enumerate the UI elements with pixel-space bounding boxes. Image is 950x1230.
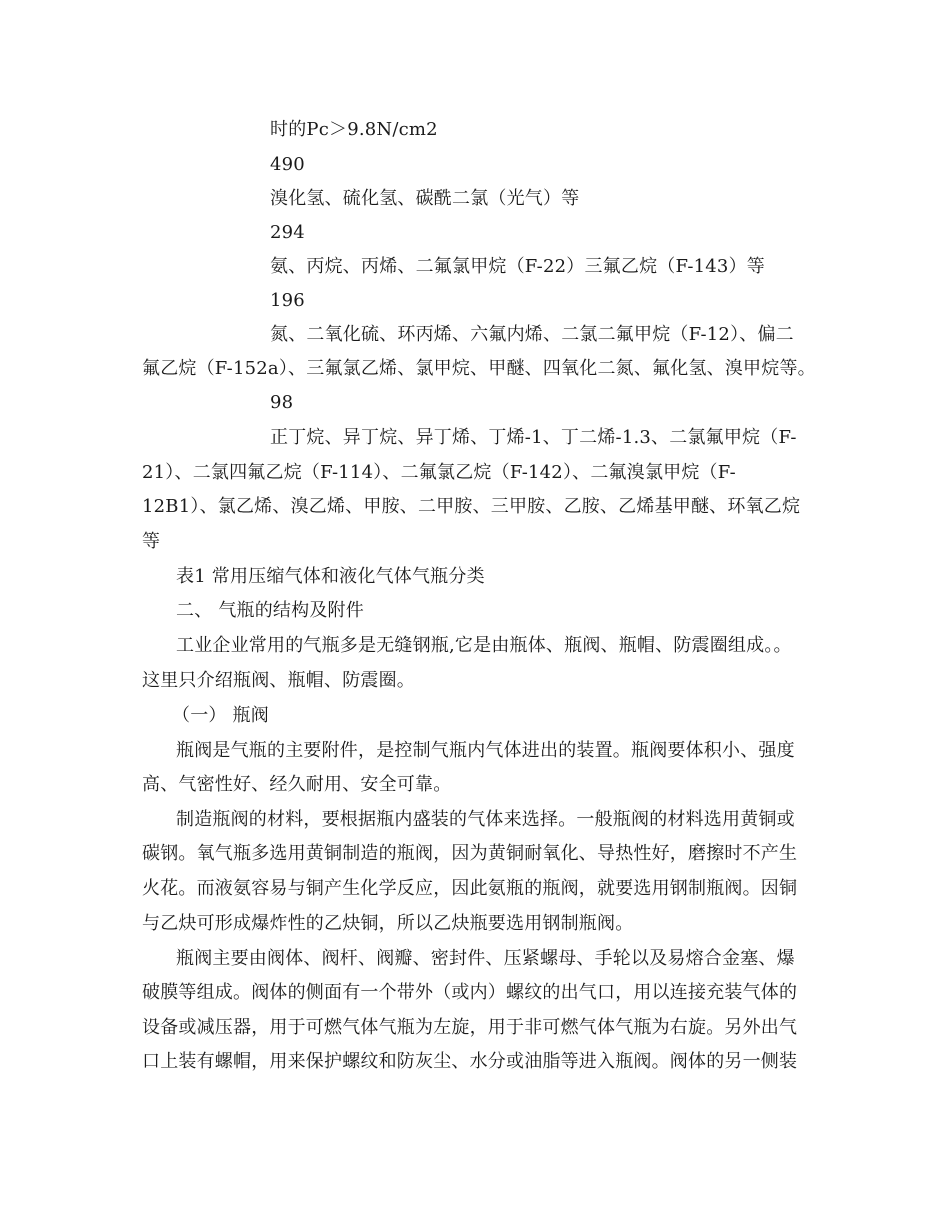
table-cell-gases: 氨、丙烷、丙烯、二氟氯甲烷（F-22）三氟乙烷（F-143）等 <box>270 256 765 277</box>
paragraph-line: 高、气密性好、经久耐用、安全可靠。 <box>142 774 452 795</box>
paragraph-line: 制造瓶阀的材料，要根据瓶内盛装的气体来选择。一般瓶阀的材料选用黄铜或 <box>176 809 795 830</box>
paragraph-line: 设备或减压器，用于可燃气体气瓶为左旋，用于非可燃气体气瓶为右旋。另外出气 <box>142 1017 798 1038</box>
table-cell-gases: 正丁烷、异丁烷、异丁烯、丁烯-1、丁二烯-1.3、二氯氟甲烷（F- <box>270 427 797 448</box>
table-cell-gases-cont: 等 <box>142 531 161 552</box>
paragraph-line: 口上装有螺帽，用来保护螺纹和防灰尘、水分或油脂等进入瓶阀。阀体的另一侧装 <box>142 1051 798 1072</box>
table-cell-gases: 氮、二氧化硫、环丙烯、六氟内烯、二氯二氟甲烷（F-12）、偏二 <box>270 324 794 345</box>
paragraph-line: 这里只介绍瓶阀、瓶帽、防震圈。 <box>142 670 415 691</box>
subheading: （一） 瓶阀 <box>172 705 269 726</box>
paragraph-line: 瓶阀主要由阀体、阀杆、阀瓣、密封件、压紧螺母、手轮以及易熔合金塞、爆 <box>176 948 795 969</box>
table-cell-pressure: 490 <box>270 154 305 175</box>
table-cell-gases-cont: 21）、二氯四氟乙烷（F-114）、二氟氯乙烷（F-142）、二氟溴氯甲烷（F- <box>142 462 736 483</box>
table-caption: 表1 常用压缩气体和液化气体气瓶分类 <box>176 566 485 587</box>
paragraph-line: 瓶阀是气瓶的主要附件，是控制气瓶内气体进出的装置。瓶阀要体积小、强度 <box>176 740 795 761</box>
paragraph-line: 碳钢。氧气瓶多选用黄铜制造的瓶阀，因为黄铜耐氧化、导热性好，磨擦时不产生 <box>142 843 798 864</box>
table-cell-gases-cont: 氟乙烷（F-152a）、三氟氯乙烯、氯甲烷、甲醚、四氧化二氮、氟化氢、溴甲烷等。 <box>142 358 816 379</box>
table-cell-pressure: 98 <box>270 392 294 413</box>
section-heading: 二、 气瓶的结构及附件 <box>176 600 364 621</box>
table-cell-text: 时的Pc＞9.8N/cm2 <box>270 119 438 140</box>
paragraph-line: 工业企业常用的气瓶多是无缝钢瓶,它是由瓶体、瓶阀、瓶帽、防震圈组成。。 <box>176 635 792 656</box>
paragraph-line: 破膜等组成。阀体的侧面有一个带外（或内）螺纹的出气口，用以连接充装气体的 <box>142 982 798 1003</box>
table-cell-gases: 溴化氢、硫化氢、碳酰二氯（光气）等 <box>270 188 580 209</box>
table-cell-gases-cont: 12B1）、氯乙烯、溴乙烯、甲胺、二甲胺、三甲胺、乙胺、乙烯基甲醚、环氧乙烷 <box>142 496 801 517</box>
paragraph-line: 火花。而液氨容易与铜产生化学反应，因此氨瓶的瓶阀，就要选用钢制瓶阀。因铜 <box>142 878 798 899</box>
table-cell-pressure: 294 <box>270 222 305 243</box>
paragraph-line: 与乙炔可形成爆炸性的乙炔铜，所以乙炔瓶要选用钢制瓶阀。 <box>142 913 634 934</box>
table-cell-pressure: 196 <box>270 290 305 311</box>
